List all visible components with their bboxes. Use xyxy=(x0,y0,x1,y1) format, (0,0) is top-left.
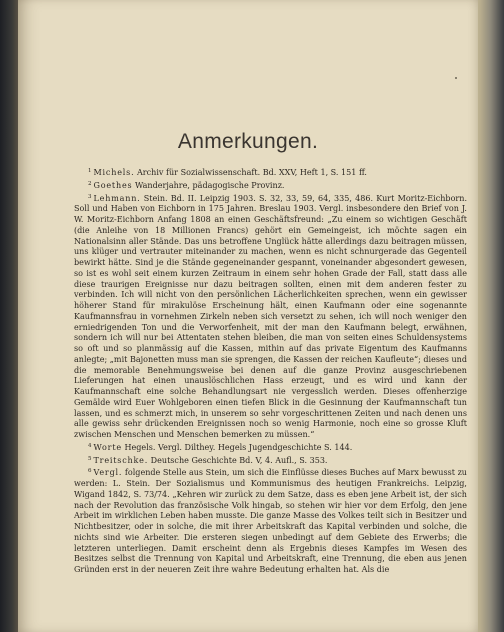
book-page xyxy=(18,0,478,632)
footnote-text: Archiv für Sozialwissenschaft. Bd. XXV, Heft 1, S. 151 ff. xyxy=(137,168,367,177)
footnote-lead: Michels. xyxy=(93,168,135,177)
page-title: Anmerkungen. xyxy=(177,130,319,153)
footnote-text: folgende Stelle aus Stein, um sich die Einflüsse dieses Buches auf Marx bewusst zu werden: L. Stein. Der Sozialismus und Kommunismus des heutigen Frankreichs. Leipzig, Wigand 1842, S. 73/74. „Kehren wir zurück zu dem Satze, dass es eben jene Arbeit ist, der sich nach der Revolution das französische Volk hingab, so stehen wir hier vor dem Erfolg, den jene Arbeit im wirklichen Leben haben musste. Die ganze Masse des Volkes teilt sich in Besitzer und Nichtbesitzer, oder in solche, die mit ihrer Arbeitskraft das Kapital verbinden und solche, die nichts sind wie Arbeiter. Die ersteren siegen unbedingt auf dem Gebiete des Erwerbs; die letzteren unterliegen. Damit erscheint denn als Ergebnis dieses Kampfes im Wesen des Besitzes selbst die Trennung von Kapital und Arbeitskraft, eine Trennung, die eben aus jenen Gründen erst in der neueren Zeit ihre wahre Bedeutung erhalten hat. Als die xyxy=(74,468,467,574)
footnote-lead: Treitschke. xyxy=(93,455,149,465)
footnote-text: Wanderjahre, pädagogische Provinz. xyxy=(135,180,285,190)
footnotes-body xyxy=(74,166,467,576)
footnote-number: 6 xyxy=(88,468,92,475)
footnote-2 xyxy=(74,179,467,192)
footnote-text: Hegels. Vergl. Dilthey. Hegels Jugendgeschichte S. 144. xyxy=(124,442,353,452)
footnote-number: 2 xyxy=(88,180,92,187)
footnote-text: Deutsche Geschichte Bd. V, 4. Aufl., S. 353. xyxy=(150,455,328,465)
footnote-lead: Vergl. xyxy=(93,468,123,478)
footnote-number: 3 xyxy=(88,193,92,200)
footnote-5 xyxy=(74,454,467,467)
footnote-lead: Worte xyxy=(93,442,122,452)
paper-speck xyxy=(455,77,457,79)
footnote-number: 1 xyxy=(88,168,92,174)
footnote-lead: Lehmann. xyxy=(93,193,141,203)
footnote-text: Stein. Bd. II. Leipzig 1903. S. 32, 33, 59, 64, 335, 486. Kurt Moritz-Eichborn. Soll und Haben von Eichborn in 175 Jahren. Breslau 1903. Vergl. insbesondere den Brief von J. W. Moritz-Eichborn Anfang 1808 an einen Geschäftsfreund: „Zu einem so wichtigen Geschäft (die Anleihe von 18 Millionen Francs) gehört ein Gemeingeist, ich möchte sagen ein Nationalsinn aller Stände. Das uns betroffene Unglück hätte allerdings dazu beitragen müssen, uns klüger und vertrauter miteinander zu machen, wenn es nicht schnurgerade das Gegenteil bewirkt hätte. Sind je die Stände gegeneinander gespannt, voneinander abgesondert gewesen, so ist es wohl seit einem kurzen Zeitraum in einem sehr hohen Grade der Fall, statt dass alle diese traurigen Ereignisse nur dazu beitragen sollten, einen mit dem anderen fester zu verbinden. Ich will nicht von den persönlichen Lächerlichkeiten sprechen, wenn ein gewisser höherer Stand für mirakulöse Erscheinung hält, einen Kaufmann oder eine sogenannte Kaufmannsfrau in vornehmen Zirkeln neben sich versetzt zu sehen, ich will noch weniger den erniedrigenden Ton und die Verworfenheit, mit der man den Kaufmann belegt, erwähnen, sondern ich will nur bei Attentaten stehen bleiben, die man von seiten eines Schuldensystems so oft und so planmässig auf die Kassen, mithin auf das private Eigentum des Kaufmanns anlegte; „mit Bajonetten muss man sie sprengen, die Kassen der reichen Kaufleute“; dieses und die memorable Benehmungsweise bei denen auf die ganze Provinz ausgeschriebenen Lieferungen hat einen unauslöschlichen Hass erzeugt, und es wird und kann der Kaufmannschaft eine solche Behandlungsart nie vergesslich werden. Dieses offenherzige Gemälde wird Euer Wohlgeboren einen tiefen Blick in die Gesinnung der Kaufmannschaft tun lassen, und es schmerzt mich, in unserem so sehr vorgeschrittenen Zeiten und nach denen uns alle gewiss sehr drückenden Ereignissen noch so wenig Harmonie, noch eine so grosse Kluft zwischen Menschen und Menschen bemerken zu müssen.“ xyxy=(74,193,468,439)
footnote-4 xyxy=(74,441,467,454)
footnote-lead: Goethes xyxy=(93,180,133,190)
footnote-6 xyxy=(74,466,467,576)
footnote-number: 5 xyxy=(88,455,92,462)
footnote-1 xyxy=(74,166,467,179)
footnote-number: 4 xyxy=(88,442,92,449)
footnote-3 xyxy=(74,192,467,441)
